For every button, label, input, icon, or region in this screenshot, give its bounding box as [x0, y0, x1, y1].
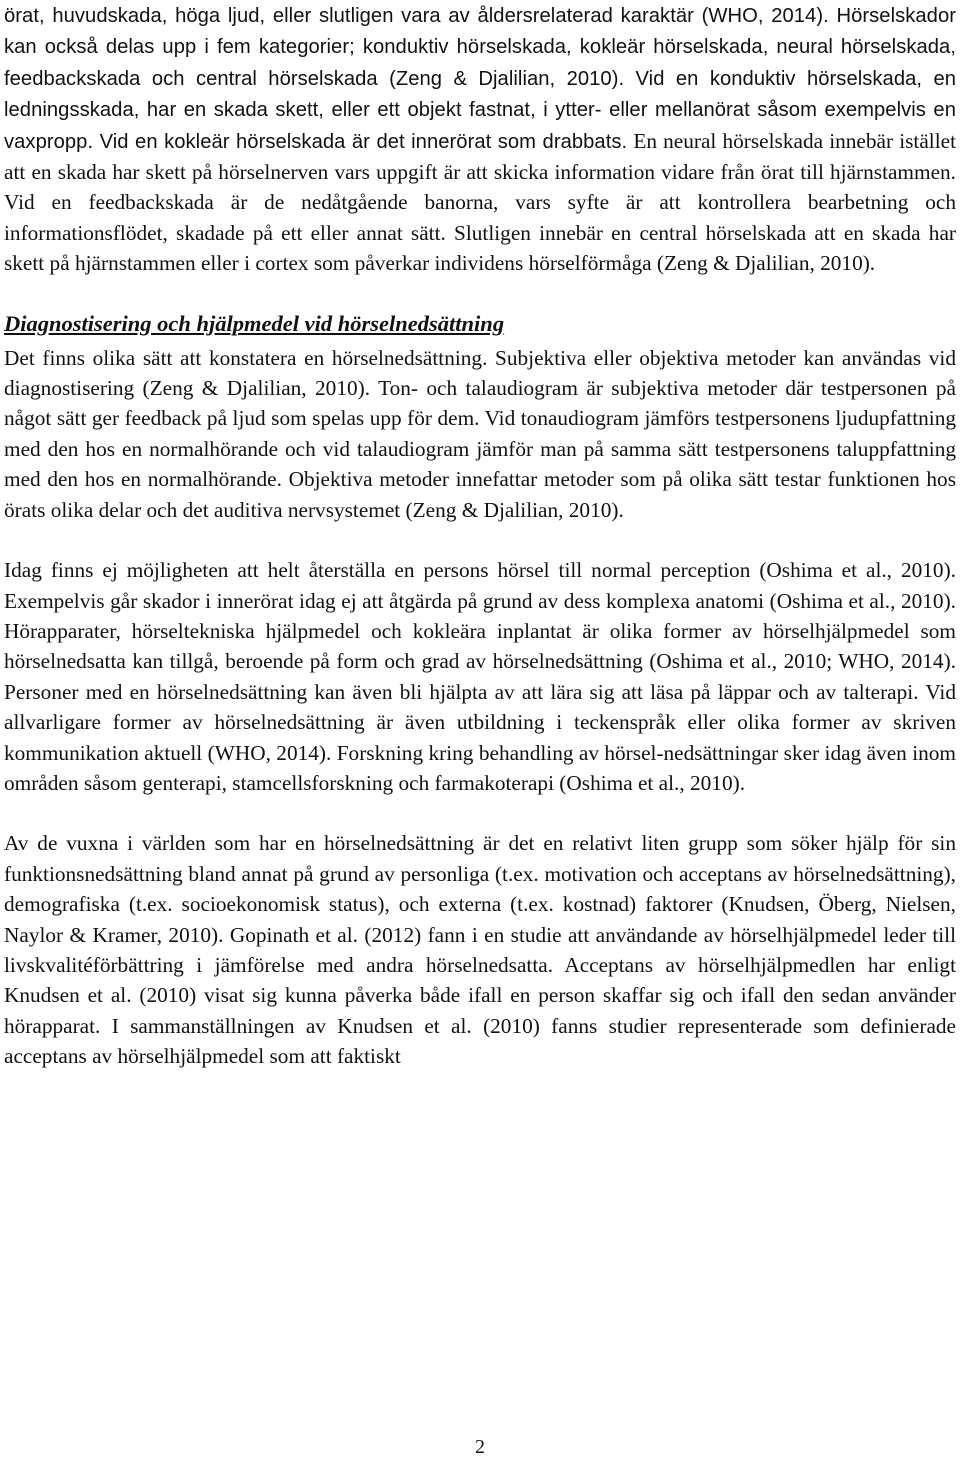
paragraph-hearing-damage-categories — [4, 0, 956, 279]
paragraph-acceptance: Av de vuxna i världen som har en hörselnedsättning är det en relativt liten grupp som söker hjälp för sin funktionsnedsättning bland annat på grund av personliga (t.ex. motivation och acceptans av hörselnedsättning), demografiska (t.ex. socioekonomisk status), och externa (t.ex. kostnad) faktorer (Knudsen, Öberg, Nielsen, Naylor & Kramer, 2010). Gopinath et al. (2012) fann i en studie att användande av hörselhjälpmedel leder till livskvalitéförbättring i jämförelse med andra hörselnedsatta. Acceptans av hörselhjälpmedlen har enligt Knudsen et al. (2010) visat sig kunna påverka både ifall en person skaffar sig och ifall den sedan använder hörapparat. I sammanställningen av Knudsen et al. (2010) fanns studier representerade som definierade acceptans av hörselhjälpmedel som att faktiskt — [4, 831, 956, 1069]
paragraph-gap — [4, 279, 956, 309]
paragraph-diagnostics: Det finns olika sätt att konstatera en hörselnedsättning. Subjektiva eller objektiva metoder kan användas vid diagnostisering (Zeng & Djalilian, 2010). Ton- och talaudiogram är subjektiva metoder där testpersonen på något sätt ger feedback på ljud som spelas upp för dem. Vid tonaudiogram jämförs testpersonens ljudupfattning med den hos en normalhörande och vid talaudiogram jämför man på samma sätt testpersonens taluppfattning med den hos en normalhörande. Objektiva metoder innefattar metoder som på olika sätt testar funktionen hos örats olika delar och det auditiva nervsystemet (Zeng & Djalilian, 2010). — [4, 345, 956, 522]
paragraph-gap — [4, 798, 956, 828]
paragraph-text-sans: örat, huvudskada, höga ljud, eller slutligen vara av åldersrelaterad karaktär (WHO, 2014). Hörselskador kan också delas upp i fem kategorier; konduktiv hörselskada, kokleär hörselskada, neural hörselskada, feedbackskada och central hörselskada (Zeng & Djalilian, 2010). Vid en konduktiv hörselskada, en ledningsskada, har en skada skett, eller ett objekt fastnat, i ytter- eller mellanörat såsom exempelvis en vaxpropp. Vid en kokleär hörselskada är det innerörat som drabbats. — [4, 5, 956, 153]
paragraph-hearing-aids: Idag finns ej möjligheten att helt återställa en persons hörsel till normal perception (Oshima et al., 2010). Exempelvis går skador i innerörat idag ej att åtgärda på grund av dess komplexa anatomi (Oshima et al., 2010). Hörapparater, hörseltekniska hjälpmedel och kokleära inplantat är olika former av hörselhjälpmedel som hörselnedsatta kan tillgå, beroende på form och grad av hörselnedsättning (Oshima et al., 2010; WHO, 2014). Personer med en hörselnedsättning kan även bli hjälpta av att lära sig att läsa på läppar och av talterapi. Vid allvarligare former av hörselnedsättning är även utbildning i teckenspråk eller olika former av skriven kommunikation aktuell (WHO, 2014). Forskning kring behandling av hörsel-nedsättningar sker idag även inom områden såsom genterapi, stamcellsforskning och farmakoterapi (Oshima et al., 2010). — [4, 558, 956, 795]
paragraph-text-serif: En neural hörselskada innebär istället att en skada har skett på hörselnerven vars uppgift är att skicka information vidare från örat till hjärnstammen. Vid en feedbackskada är de nedåtgående banorna, vars syfte är att kontrollera bearbetning och informationsflödet, skadade på ett eller annat sätt. Slutligen innebär en central hörselskada att en skada har skett på hjärnstammen eller i cortex som påverkar individens hörselförmåga (Zeng & Djalilian, 2010). — [4, 128, 956, 276]
section-heading: Diagnostisering och hjälpmedel vid hörselnedsättning — [4, 310, 505, 336]
document-page — [4, 0, 956, 1072]
paragraph-gap — [4, 525, 956, 555]
page-number: 2 — [475, 1436, 485, 1458]
